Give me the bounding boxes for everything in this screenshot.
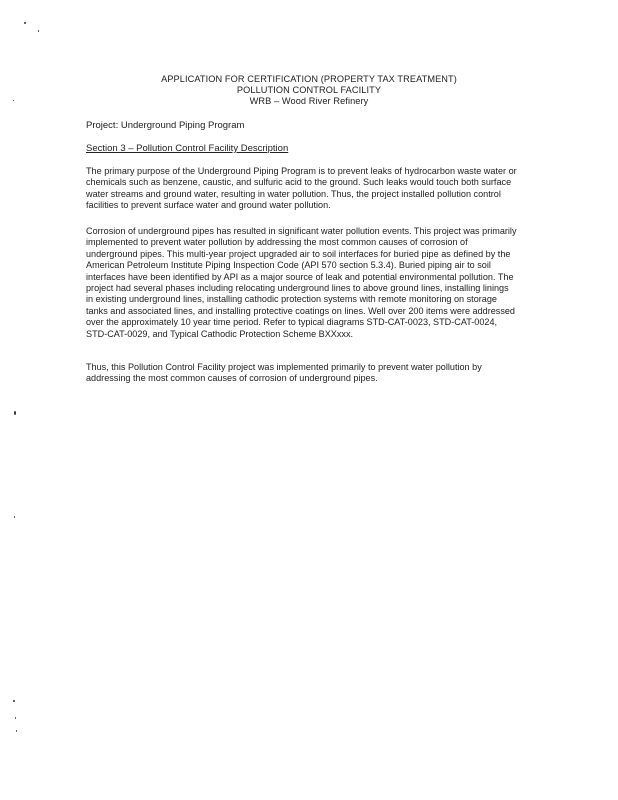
scan-speck bbox=[14, 516, 15, 518]
header-subtitle: POLLUTION CONTROL FACILITY bbox=[236, 85, 382, 95]
paragraph-corrosion: Corrosion of underground pipes has resulted in significant water pollution events. This project was primarily implemented to prevent water pollution by addressing the most common causes of corrosion of underground pipes. This multi-year project upgraded air to soil interfaces for buried pipe as defined by the American Petroleum Institute Piping Inspection Code (API 570 section 5.3.4). Buried piping air to soil interfaces have been identified by API as a major source of leak and potential environmental pollution. The project had several phases including relocating underground lines to above ground lines, installing linings in existing underground lines, installing cathodic protection systems with remote monitoring on storage tanks and associated lines, and installing protective coatings on lines. Well over 200 items were addressed over the approximately 10 year time period. Refer to typical diagrams STD-CAT-0023, STD-CAT-0024, STD-CAT-0029, and Typical Cathodic Protection Scheme BXXxxx. bbox=[86, 226, 517, 339]
paragraph-conclusion: Thus, this Pollution Control Facility project was implemented primarily to prevent water pollution by addressing the most common causes of corrosion of underground pipes. bbox=[86, 362, 482, 384]
header-title: APPLICATION FOR CERTIFICATION (PROPERTY TAX TREATMENT) bbox=[161, 74, 457, 84]
paragraph-purpose: The primary purpose of the Underground Piping Program is to prevent leaks of hydrocarbon waste water or chemicals such as benzene, caustic, and sulfuric acid to the ground. Such leaks would touch both surface water streams and ground water, resulting in water pollution. Thus, the project installed pollution control facilities to prevent surface water and ground water pollution. bbox=[86, 166, 517, 211]
scan-speck bbox=[24, 22, 26, 24]
scan-speck bbox=[38, 30, 39, 32]
header-facility: WRB – Wood River Refinery bbox=[249, 96, 369, 106]
section-title: Section 3 – Pollution Control Facility Description bbox=[86, 143, 289, 154]
document-header bbox=[80, 74, 538, 107]
project-line: Project: Underground Piping Program bbox=[86, 120, 245, 131]
scan-speck bbox=[13, 100, 14, 101]
scan-speck bbox=[16, 730, 17, 732]
scan-speck bbox=[14, 411, 16, 415]
scan-speck bbox=[13, 700, 15, 702]
scan-speck bbox=[15, 717, 16, 719]
